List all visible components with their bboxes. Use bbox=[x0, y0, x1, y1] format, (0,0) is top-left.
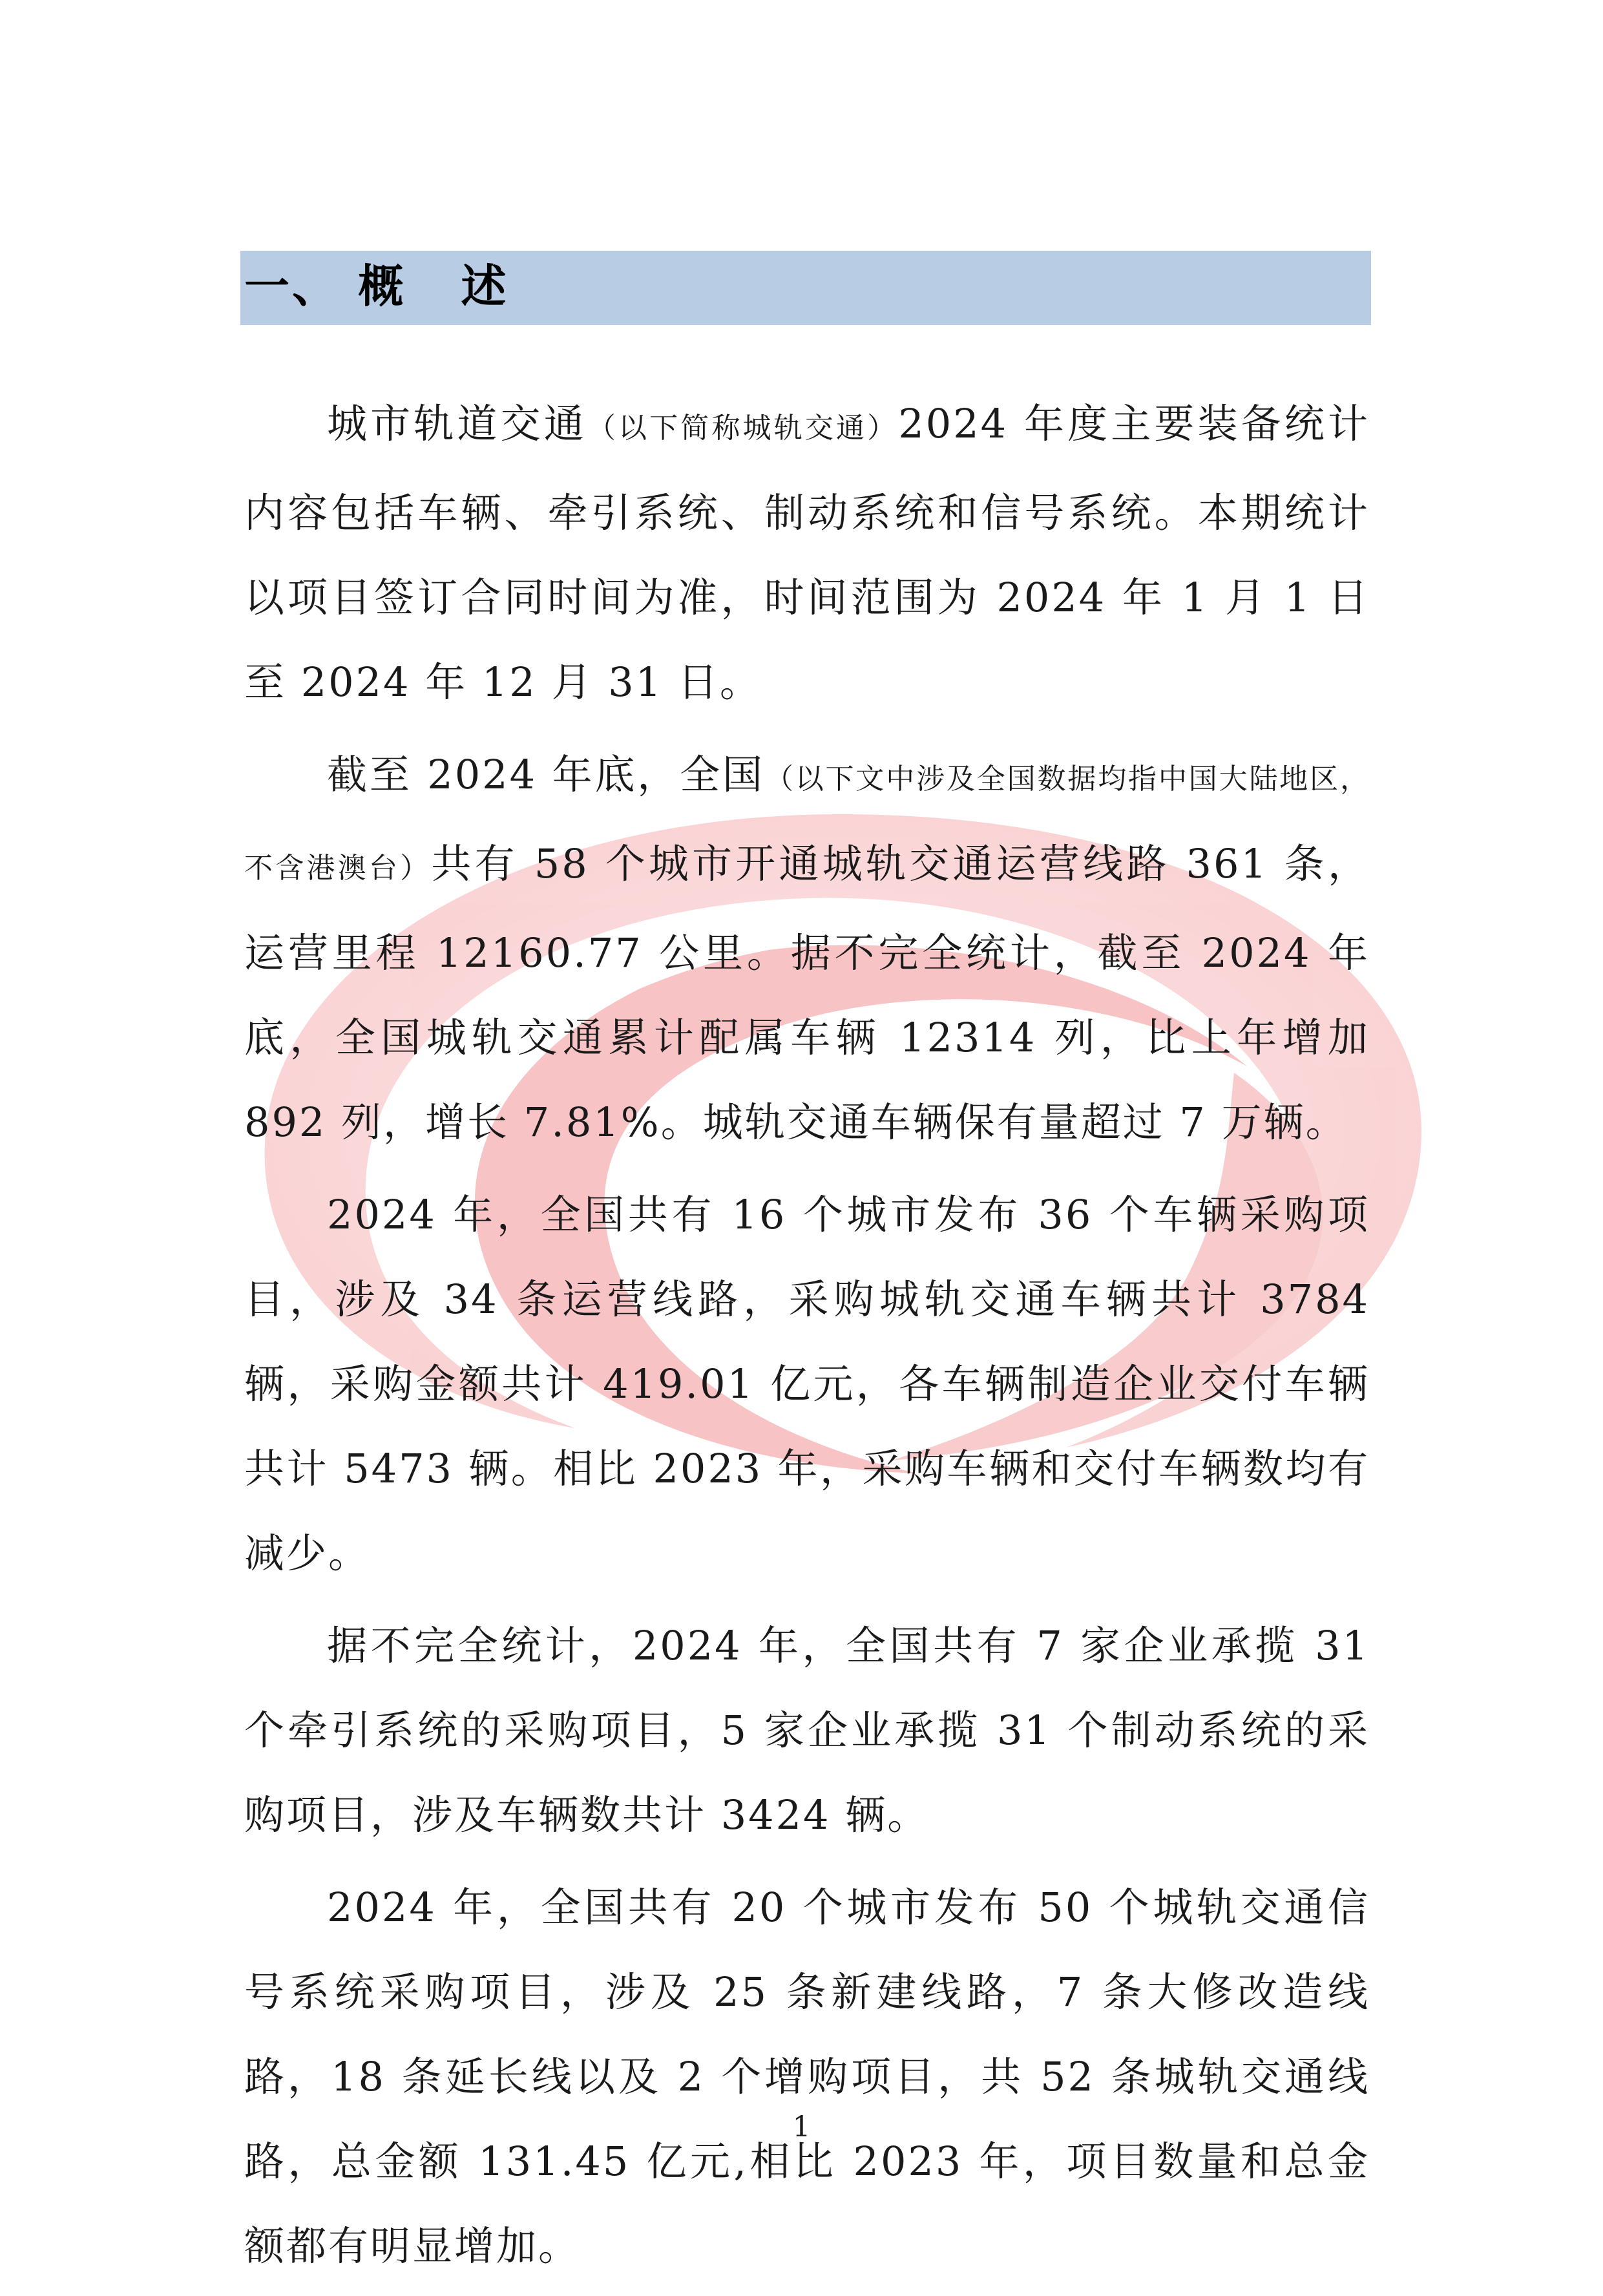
paragraph-vehicle-procurement: 2024 年，全国共有 16 个城市发布 36 个车辆采购项目，涉及 34 条运营线路，采购城轨交通车辆共计 3784 辆，采购金额共计 419.01 亿元，各车辆制造企业交付车辆共计 5473 辆。相比 2023 年，采购车辆和交付车辆数均有减少。 bbox=[244, 1191, 1370, 1577]
paragraph-note: （以下简称城轨交通） bbox=[587, 412, 899, 445]
section-heading: 一、 概 述 bbox=[244, 260, 509, 313]
paragraph-signal-systems: 2024 年，全国共有 20 个城市发布 50 个城轨交通信号系统采购项目，涉及 25 条新建线路，7 条大修改造线路，18 条延长线以及 2 个增购项目，共 52 条城轨交通线路，总金额 131.45 亿元,相比 2023 年，项目数量和总金额都有明显增加。 bbox=[244, 1884, 1370, 2270]
paragraph-note: （以下文中涉及全国数据均指中国大陆地区，不含港澳台） bbox=[244, 763, 1370, 885]
paragraph-scope bbox=[244, 381, 1370, 724]
paragraph-traction-braking: 据不完全统计，2024 年，全国共有 7 家企业承揽 31 个牵引系统的采购项目，5 家企业承揽 31 个制动系统的采购项目，涉及车辆数共计 3424 辆。 bbox=[244, 1622, 1370, 1838]
paragraph-text: 共有 58 个城市开通城轨交通运营线路 361 条，运营里程 12160.77 公里。据不完全统计，截至 2024 年底，全国城轨交通累计配属车辆 12314 列，比上年增加 892 列，增长 7.81%。城轨交通车辆保有量超过 7 万辆。 bbox=[244, 840, 1370, 1146]
paragraph-text: 截至 2024 年底，全国 bbox=[327, 751, 765, 798]
page-number: 1 bbox=[792, 2111, 811, 2143]
body-content bbox=[244, 381, 1370, 2296]
paragraph-text: 城市轨道交通 bbox=[327, 400, 587, 447]
paragraph-text: 2024 年度主要装备统计内容包括车辆、牵引系统、制动系统和信号系统。本期统计以项目签订合同时间为准，时间范围为 2024 年 1 月 1 日至 2024 年 12 月 31 日。 bbox=[244, 400, 1370, 706]
paragraph-network-overview bbox=[244, 732, 1370, 1164]
